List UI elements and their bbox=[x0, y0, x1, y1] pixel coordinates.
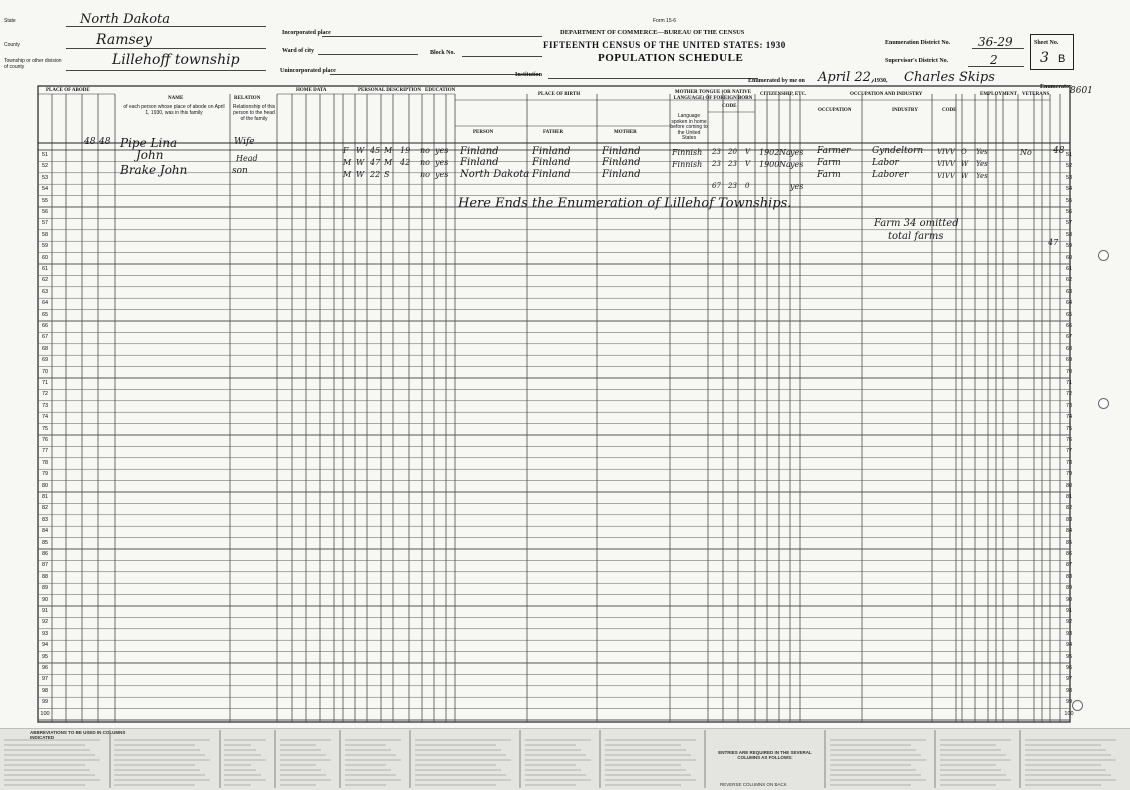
row-number-right: 93 bbox=[1065, 630, 1073, 637]
relation-value: Head bbox=[236, 154, 258, 163]
col-occupation-header: OCCUPATION AND INDUSTRY bbox=[850, 92, 923, 97]
row-number-left: 79 bbox=[41, 471, 49, 478]
institution-label: Institution bbox=[515, 72, 543, 78]
father-birthplace: Finland bbox=[532, 169, 571, 180]
industry-value: Gyndeltorn bbox=[872, 146, 924, 156]
school-value: no bbox=[420, 146, 430, 155]
col-personal-header: PERSONAL DESCRIPTION bbox=[358, 88, 421, 93]
county-label: County bbox=[4, 42, 20, 48]
code2-value: 23 bbox=[728, 182, 737, 190]
col-person-subheader: PERSON bbox=[473, 130, 494, 135]
col-education-header: EDUCATION bbox=[425, 88, 456, 93]
sheet-value: 3 bbox=[1040, 50, 1049, 66]
occupation-value: Farm bbox=[817, 170, 841, 180]
read-value: yes bbox=[435, 146, 449, 155]
row-number-right: 58 bbox=[1065, 231, 1073, 238]
state-value: North Dakota bbox=[80, 12, 170, 27]
work-value: Yes bbox=[976, 172, 988, 180]
row-number-right: 70 bbox=[1065, 368, 1073, 375]
class-value: W bbox=[961, 160, 969, 168]
sex-value: M bbox=[343, 170, 352, 179]
enumerated-date: April 22, bbox=[818, 70, 876, 85]
person-name: John bbox=[136, 148, 164, 162]
row-number-left: 85 bbox=[41, 539, 49, 546]
school-value: no bbox=[420, 158, 430, 167]
birthplace-value: North Dakota bbox=[460, 169, 530, 180]
block-label: Block No. bbox=[430, 50, 456, 56]
unincorporated-label: Unincorporated place bbox=[280, 68, 336, 74]
row-number-left: 62 bbox=[41, 277, 49, 284]
row-number-left: 91 bbox=[41, 608, 49, 614]
schedule-title: POPULATION SCHEDULE bbox=[598, 52, 744, 64]
immigration-year: 1902 bbox=[759, 148, 780, 157]
row-number-right: 96 bbox=[1065, 665, 1073, 671]
mother-birthplace: Finland bbox=[602, 157, 641, 168]
township-label: Township or other division of county bbox=[4, 58, 62, 70]
row-number-right: 94 bbox=[1065, 642, 1073, 649]
row-number-left: 53 bbox=[41, 174, 49, 181]
row-number-left: 72 bbox=[41, 391, 49, 398]
row-number-right: 66 bbox=[1065, 323, 1073, 329]
code1-value: 23 bbox=[712, 148, 721, 156]
english-value: yes bbox=[790, 148, 804, 157]
veteran-value: No bbox=[1020, 148, 1032, 157]
row-number-right: 79 bbox=[1065, 471, 1073, 478]
row-number-right: 98 bbox=[1065, 687, 1073, 694]
race-value: W bbox=[356, 158, 365, 167]
row-number-left: 100 bbox=[40, 710, 50, 717]
row-number-right: 68 bbox=[1065, 345, 1073, 352]
row-number-left: 65 bbox=[41, 311, 49, 318]
row-number-left: 78 bbox=[41, 459, 49, 466]
stamp-number: 8601 bbox=[1070, 86, 1093, 96]
row-number-right: 91 bbox=[1065, 608, 1073, 614]
row-number-right: 85 bbox=[1065, 539, 1073, 546]
row-number-left: 74 bbox=[41, 414, 49, 421]
row-number-left: 60 bbox=[41, 254, 49, 261]
father-birthplace: Finland bbox=[532, 146, 571, 157]
row-number-right: 83 bbox=[1065, 516, 1073, 523]
row-number-left: 76 bbox=[41, 437, 49, 443]
tongue-value: Finnish bbox=[672, 148, 703, 157]
col-home-header: HOME DATA bbox=[296, 88, 327, 93]
row-number-left: 96 bbox=[41, 665, 49, 671]
enumerated-label: Enumerated by me on bbox=[748, 78, 805, 84]
col-occupation-subheader: OCCUPATION bbox=[818, 108, 852, 113]
col-citizenship-header: CITIZENSHIP, ETC. bbox=[760, 92, 807, 97]
row-number-left: 87 bbox=[41, 562, 49, 569]
row-number-left: 94 bbox=[41, 642, 49, 649]
row-number-left: 64 bbox=[41, 300, 49, 307]
occ-code-value: VIVV bbox=[937, 160, 955, 168]
row-number-left: 98 bbox=[41, 687, 49, 694]
age-value: 22 bbox=[370, 170, 381, 179]
row-number-left: 80 bbox=[41, 482, 49, 489]
supervisor-label: Supervisor's District No. bbox=[885, 58, 949, 64]
immigration-year: 1900 bbox=[759, 160, 780, 169]
row-number-right: 88 bbox=[1065, 573, 1073, 580]
race-value: W bbox=[356, 170, 365, 179]
naturalization-value: Na bbox=[779, 160, 791, 169]
footer-entries-note: ENTRIES ARE REQUIRED IN THE SEVERAL COLUMNS AS FOLLOWS: bbox=[718, 750, 812, 760]
row-number-right: 56 bbox=[1065, 209, 1073, 215]
enumerator-name: Charles Skips bbox=[904, 70, 995, 85]
row-number-right: 100 bbox=[1064, 710, 1074, 717]
row-number-left: 54 bbox=[41, 186, 49, 193]
col-language-desc: Language spoken in home before coming to the United States bbox=[670, 113, 708, 141]
punch-hole-middle bbox=[1098, 398, 1109, 409]
sheet-suffix: B bbox=[1058, 53, 1066, 65]
row-number-right: 81 bbox=[1065, 494, 1073, 500]
col-mother-subheader: MOTHER bbox=[614, 130, 637, 135]
row-number-right: 59 bbox=[1065, 243, 1073, 250]
enumerated-year: 1930, bbox=[874, 78, 888, 84]
row-number-right: 55 bbox=[1065, 197, 1073, 204]
footer-rules bbox=[0, 728, 1130, 790]
col-veterans-header: VETERANS bbox=[1022, 92, 1050, 97]
marital-value: S bbox=[384, 170, 390, 179]
age-married-value: 42 bbox=[400, 158, 411, 167]
punch-hole-top bbox=[1098, 250, 1109, 261]
row-number-right: 86 bbox=[1065, 551, 1073, 557]
birthplace-value: Finland bbox=[460, 157, 499, 168]
state-label: State bbox=[4, 18, 16, 24]
naturalization-value: Na bbox=[779, 148, 791, 157]
row-number-right: 92 bbox=[1065, 619, 1073, 626]
col-relation-desc: Relationship of this person to the head of the family bbox=[232, 104, 276, 122]
row-number-left: 66 bbox=[41, 323, 49, 329]
code3-value: V bbox=[745, 148, 751, 156]
row-number-right: 67 bbox=[1065, 334, 1073, 341]
row-number-right: 99 bbox=[1065, 699, 1073, 706]
row-number-left: 59 bbox=[41, 243, 49, 250]
col-industry-subheader: INDUSTRY bbox=[892, 108, 918, 113]
col-father-subheader: FATHER bbox=[543, 130, 564, 135]
extra-value: 48 bbox=[1053, 146, 1065, 156]
sheet-label: Sheet No. bbox=[1034, 40, 1059, 46]
code1-value: 23 bbox=[712, 160, 721, 168]
age-value: 45 bbox=[370, 146, 381, 155]
row-number-left: 88 bbox=[41, 573, 49, 580]
row-number-right: 65 bbox=[1065, 311, 1073, 318]
row-number-right: 63 bbox=[1065, 288, 1073, 295]
row-number-right: 61 bbox=[1065, 266, 1073, 272]
row-number-right: 73 bbox=[1065, 402, 1073, 409]
father-birthplace: Finland bbox=[532, 157, 571, 168]
row-number-right: 82 bbox=[1065, 505, 1073, 512]
family-number: 48 bbox=[99, 137, 111, 147]
row-number-left: 75 bbox=[41, 425, 49, 432]
row-number-left: 81 bbox=[41, 494, 49, 500]
row-number-left: 92 bbox=[41, 619, 49, 626]
col-name-header: NAME bbox=[168, 96, 184, 101]
row-number-right: 87 bbox=[1065, 562, 1073, 569]
occ-code-value: VIVV bbox=[937, 172, 955, 180]
abbreviations-footer bbox=[0, 728, 1130, 790]
read-value: yes bbox=[435, 170, 449, 179]
mother-birthplace: Finland bbox=[602, 146, 641, 157]
ward-label: Ward of city bbox=[282, 48, 314, 54]
township-value: Lillehoff township bbox=[112, 52, 240, 68]
total-farms-number: 47 bbox=[1048, 238, 1059, 247]
footer-title: ABBREVIATIONS TO BE USED IN COLUMNS INDICATED bbox=[30, 730, 126, 740]
col-employment-header: EMPLOYMENT bbox=[980, 92, 1017, 97]
farm-omitted-note: Farm 34 omitted bbox=[874, 218, 959, 229]
col-occcode-subheader: CODE bbox=[942, 108, 957, 113]
read-value: yes bbox=[435, 158, 449, 167]
row-number-right: 57 bbox=[1065, 220, 1073, 227]
row-number-left: 86 bbox=[41, 551, 49, 557]
person-name: Brake John bbox=[120, 163, 188, 177]
sex-value: M bbox=[343, 158, 352, 167]
occupation-value: Farmer bbox=[817, 146, 851, 156]
relation-value: son bbox=[232, 166, 248, 176]
row-number-left: 67 bbox=[41, 334, 49, 341]
row-number-right: 69 bbox=[1065, 357, 1073, 364]
row-number-left: 90 bbox=[41, 596, 49, 603]
work-value: Yes bbox=[976, 160, 988, 168]
row-number-left: 93 bbox=[41, 630, 49, 637]
row-number-right: 78 bbox=[1065, 459, 1073, 466]
code3-value: 0 bbox=[745, 182, 750, 190]
row-number-right: 90 bbox=[1065, 596, 1073, 603]
code3-value: V bbox=[745, 160, 751, 168]
person-name: Pipe Lina bbox=[120, 136, 178, 150]
row-number-left: 82 bbox=[41, 505, 49, 512]
row-number-left: 84 bbox=[41, 528, 49, 535]
row-number-left: 77 bbox=[41, 448, 49, 455]
marital-value: M bbox=[384, 146, 393, 155]
row-number-left: 61 bbox=[41, 266, 49, 272]
occ-code-value: VIVV bbox=[937, 148, 955, 156]
col-birth-header: PLACE OF BIRTH bbox=[538, 92, 581, 97]
row-number-right: 72 bbox=[1065, 391, 1073, 398]
row-number-left: 83 bbox=[41, 516, 49, 523]
row-number-right: 95 bbox=[1065, 653, 1073, 660]
code1-value: 67 bbox=[712, 182, 721, 190]
punch-hole-bottom bbox=[1072, 700, 1083, 711]
enumerator-label: Enumerator. bbox=[1040, 84, 1073, 90]
row-number-right: 60 bbox=[1065, 254, 1073, 261]
row-number-right: 75 bbox=[1065, 425, 1073, 432]
row-number-left: 71 bbox=[41, 380, 49, 386]
sex-value: F bbox=[343, 146, 349, 155]
row-number-left: 57 bbox=[41, 220, 49, 227]
row-number-right: 62 bbox=[1065, 277, 1073, 284]
row-number-right: 53 bbox=[1065, 174, 1073, 181]
row-number-right: 76 bbox=[1065, 437, 1073, 443]
col-tongue-header: MOTHER TONGUE (OR NATIVE LANGUAGE) OF FOREIGN BORN bbox=[673, 90, 753, 101]
enum-district-label: Enumeration District No. bbox=[885, 40, 951, 46]
col-relation-header: RELATION bbox=[234, 96, 261, 101]
industry-value: Labor bbox=[872, 158, 899, 168]
row-number-left: 52 bbox=[41, 163, 49, 170]
code2-value: 20 bbox=[728, 148, 737, 156]
col-place-header: PLACE OF ABODE bbox=[46, 88, 90, 93]
row-number-left: 69 bbox=[41, 357, 49, 364]
row-number-right: 51 bbox=[1065, 152, 1073, 158]
row-number-right: 71 bbox=[1065, 380, 1073, 386]
relation-value: Wife bbox=[234, 137, 255, 147]
class-value: O bbox=[961, 148, 967, 156]
row-number-left: 99 bbox=[41, 699, 49, 706]
row-number-right: 54 bbox=[1065, 186, 1073, 193]
footer-reverse-note: REVERSE COLUMNS ON BACK bbox=[720, 782, 787, 787]
row-number-right: 89 bbox=[1065, 585, 1073, 592]
birthplace-value: Finland bbox=[460, 146, 499, 157]
col-name-desc: of each person whose place of abode on April 1, 1930, was in this family bbox=[123, 104, 225, 116]
code2-value: 23 bbox=[728, 160, 737, 168]
school-value: no bbox=[420, 170, 430, 179]
row-number-right: 84 bbox=[1065, 528, 1073, 535]
work-value: Yes bbox=[976, 148, 988, 156]
row-number-right: 52 bbox=[1065, 163, 1073, 170]
form-number: Form 15-6 bbox=[653, 18, 677, 24]
english-value: yes bbox=[790, 182, 804, 191]
row-number-left: 89 bbox=[41, 585, 49, 592]
english-value: yes bbox=[790, 160, 804, 169]
row-number-left: 68 bbox=[41, 345, 49, 352]
row-number-left: 70 bbox=[41, 368, 49, 375]
incorporated-label: Incorporated place bbox=[282, 30, 331, 36]
row-number-right: 97 bbox=[1065, 676, 1073, 683]
mother-birthplace: Finland bbox=[602, 169, 641, 180]
dwelling-number: 48 bbox=[84, 137, 96, 147]
row-number-left: 97 bbox=[41, 676, 49, 683]
class-value: W bbox=[961, 172, 969, 180]
county-value: Ramsey bbox=[96, 32, 152, 48]
race-value: W bbox=[356, 146, 365, 155]
row-number-right: 64 bbox=[1065, 300, 1073, 307]
supervisor-value: 2 bbox=[990, 53, 998, 67]
row-number-left: 56 bbox=[41, 209, 49, 215]
row-number-left: 73 bbox=[41, 402, 49, 409]
row-number-left: 58 bbox=[41, 231, 49, 238]
end-of-enumeration-note: Here Ends the Enumeration of Lillehof Townships. bbox=[458, 196, 792, 211]
row-number-left: 95 bbox=[41, 653, 49, 660]
row-number-right: 80 bbox=[1065, 482, 1073, 489]
enum-district-value: 36-29 bbox=[978, 35, 1013, 49]
age-married-value: 19 bbox=[400, 146, 411, 155]
industry-value: Laborer bbox=[872, 170, 909, 180]
col-code-subheader: CODE bbox=[722, 104, 737, 109]
total-farms-note: total farms bbox=[888, 231, 944, 242]
age-value: 47 bbox=[370, 158, 381, 167]
row-number-left: 63 bbox=[41, 288, 49, 295]
row-number-left: 55 bbox=[41, 197, 49, 204]
row-number-right: 74 bbox=[1065, 414, 1073, 421]
marital-value: M bbox=[384, 158, 393, 167]
occupation-value: Farm bbox=[817, 158, 841, 168]
department-title: DEPARTMENT OF COMMERCE—BUREAU OF THE CENSUS bbox=[560, 29, 745, 36]
row-number-left: 51 bbox=[41, 152, 49, 158]
row-number-right: 77 bbox=[1065, 448, 1073, 455]
census-title: FIFTEENTH CENSUS OF THE UNITED STATES: 1930 bbox=[543, 40, 786, 50]
tongue-value: Finnish bbox=[672, 160, 703, 169]
